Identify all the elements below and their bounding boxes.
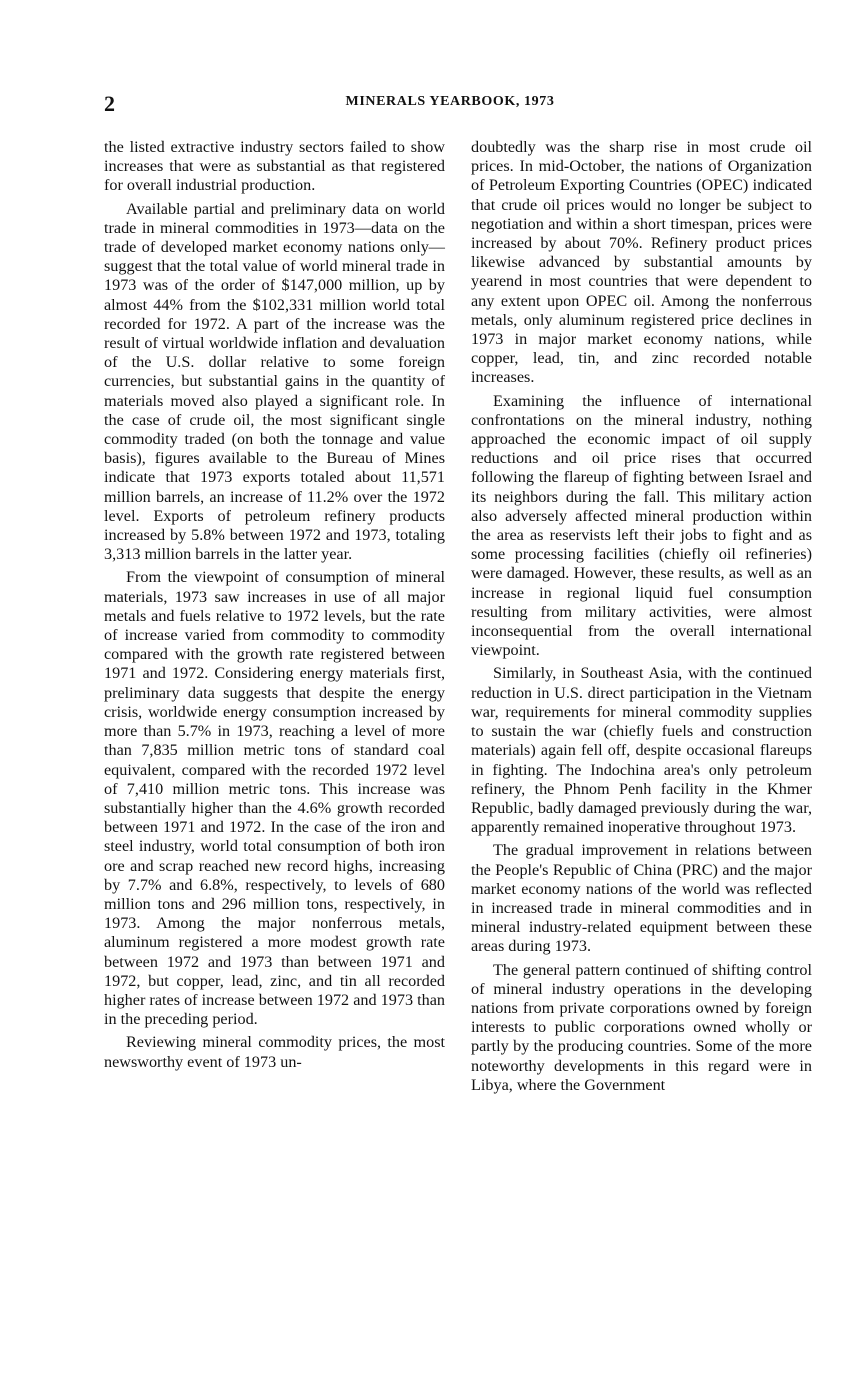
left-column [104, 138, 445, 1072]
paragraph: Available partial and preliminary data on world trade in mineral commodities in 1973—data on the trade of developed market economy nations only—suggest that the total value of world mineral trade in 1973 was of the order of $147,000 million, up by almost 44% from the $102,331 million world total recorded for 1972. A part of the increase was the result of virtual worldwide inflation and devaluation of the U.S. dollar relative to some foreign currencies, but substantial gains in the quantity of materials moved also played a significant role. In the case of crude oil, the most significant single commodity traded (on both the tonnage and value basis), figures available to the Bureau of Mines indicate that 1973 exports totaled about 11,571 million barrels, an increase of 11.2% over the 1972 level. Exports of petroleum refinery products increased by 5.8% between 1972 and 1973, totaling 3,313 million barrels in the latter year. [104, 199, 445, 564]
paragraph: Similarly, in Southeast Asia, with the continued reduction in U.S. direct participation in the Vietnam war, requirements for mineral commodity supplies to sustain the war (chiefly fuels and construction materials) again fell off, despite occasional flareups in fighting. The Indochina area's only petroleum refinery, the Phnom Penh facility in the Khmer Republic, badly damaged previously during the war, apparently remained inoperative throughout 1973. [471, 664, 812, 837]
paragraph: Reviewing mineral commodity prices, the most newsworthy event of 1973 un- [104, 1033, 445, 1071]
right-column [471, 138, 812, 1095]
paragraph: the listed extractive industry sectors failed to show increases that were as substantial as that registered for overall industrial production. [104, 138, 445, 195]
paragraph: From the viewpoint of consumption of mineral materials, 1973 saw increases in use of all major metals and fuels relative to 1972 levels, but the rate of increase varied from commodity to commodity compared with the growth rate registered between 1971 and 1972. Considering energy materials first, preliminary data suggests that despite the energy crisis, worldwide energy consumption increased by more than 5.7% in 1973, reaching a level of more than 7,835 million metric tons of standard coal equivalent, compared with the recorded 1972 level of 7,410 million metric tons. This increase was substantially higher than the 4.6% growth recorded between 1971 and 1972. In the case of the iron and steel industry, world total consumption of both iron ore and scrap reached new record highs, increasing by 7.7% and 6.8%, respectively, to levels of 680 million tons and 296 million tons, respectively, in 1973. Among the major nonferrous metals, aluminum registered a more modest growth rate between 1972 and 1973 than between 1971 and 1972, but copper, lead, zinc, and tin all recorded higher rates of increase between 1972 and 1973 than in the preceding period. [104, 568, 445, 1029]
paragraph: Examining the influence of international confrontations on the mineral industry, nothing approached the economic impact of oil supply reductions and oil price rises that occurred following the flareup of fighting between Israel and its neighbors during the fall. This military action also adversely affected mineral production within the area as reservists left their jobs to fight and as some processing facilities (chiefly oil refineries) were damaged. However, these results, as well as an increase in regional liquid fuel consumption resulting from military activities, were almost inconsequential from the overall international viewpoint. [471, 391, 812, 660]
paragraph: The general pattern continued of shifting control of mineral industry operations in the developing nations from private corporations owned by foreign interests to public corporations owned wholly or partly by the producing countries. Some of the more noteworthy developments in this regard were in Libya, where the Government [471, 960, 812, 1094]
paragraph: The gradual improvement in relations between the People's Republic of China (PRC) and the major market economy nations of the world was reflected in increased trade in mineral commodities and in mineral industry-related equipment between these areas during 1973. [471, 841, 812, 956]
paragraph: doubtedly was the sharp rise in most crude oil prices. In mid-October, the nations of Organization of Petroleum Exporting Countries (OPEC) indicated that crude oil prices would no longer be subject to negotiation and within a short timespan, prices were increased by about 70%. Refinery product prices likewise advanced by substantial amounts by yearend in most countries that were dependent to any extent upon OPEC oil. Among the nonferrous metals, only aluminum registered price declines in 1973 in major market economy nations, while copper, lead, tin, and zinc recorded notable increases. [471, 138, 812, 387]
running-head: MINERALS YEARBOOK, 1973 [345, 94, 555, 109]
page-number: 2 [104, 91, 115, 116]
